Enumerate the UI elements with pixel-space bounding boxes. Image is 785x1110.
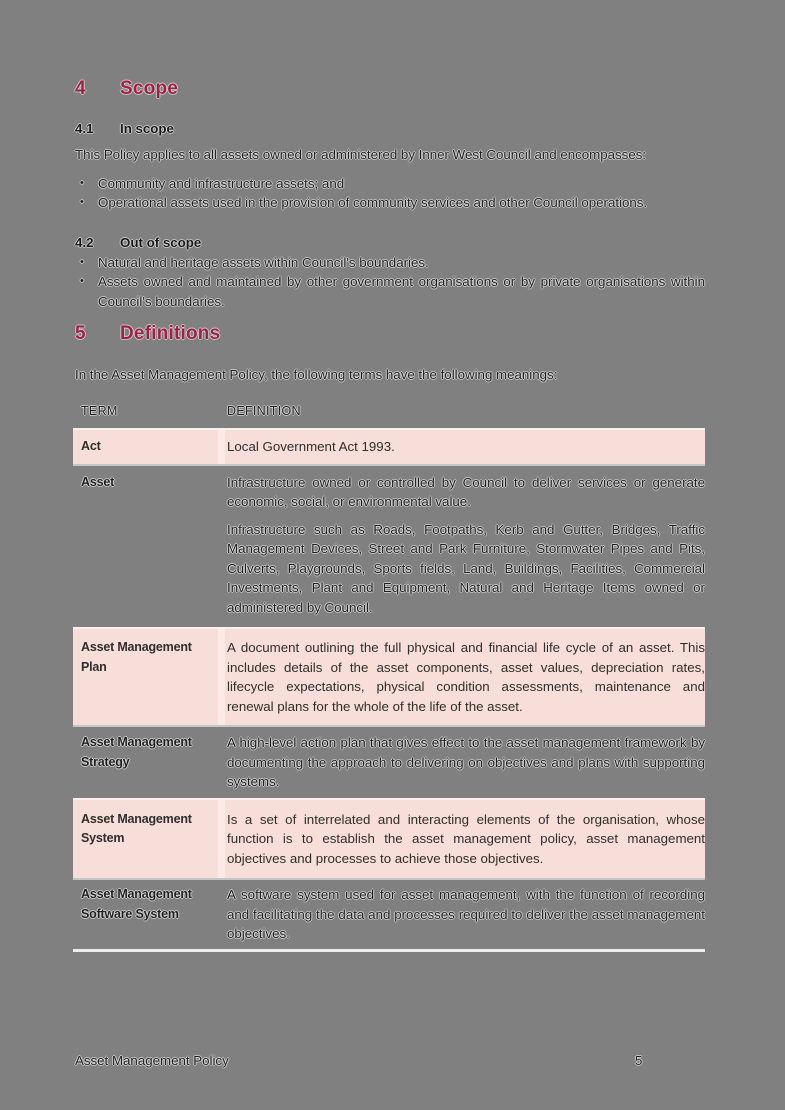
column-gap <box>218 800 225 879</box>
column-gap <box>218 727 225 798</box>
subsection-title: Out of scope <box>120 234 202 250</box>
definition-cell <box>225 466 705 628</box>
list-item <box>75 272 705 311</box>
definition-cell <box>225 629 705 725</box>
list-item-text: Assets owned and maintained by other government organisations or by private organisations within Council's boundaries. <box>98 274 705 309</box>
definition-text: Infrastructure such as Roads, Footpaths, Kerb and Gutter, Bridges, Traffic Management Devices, Street and Park Furniture, Stormwater Pipes and Pits, Culverts, Playgrounds, Sports fields, Land, Buildings, Facilities, Commercial Investments, Plant and Equipment, Natural and Heritage Items owned or administered by Council. <box>227 521 705 615</box>
footer-page-number: 5 <box>635 1053 643 1068</box>
section-heading-scope <box>75 78 705 100</box>
bullet-icon: • <box>80 275 84 287</box>
footer-document-title: Asset Management Policy <box>75 1053 229 1068</box>
column-header-term: TERM <box>81 403 118 418</box>
definition-text: A document outlining the full physical and financial life cycle of an asset. This includes details of the asset components, asset values, depreciation rates, lifecycle expectations, physical condition assessments, maintenance and renewal plans for the whole of the life of the asset. <box>227 640 705 714</box>
column-gap <box>218 880 225 949</box>
table-row-asset-management-strategy <box>73 725 705 798</box>
section-title: Scope <box>120 78 179 99</box>
list-item <box>75 193 705 213</box>
table-row-asset-management-plan <box>73 627 705 725</box>
definition-cell <box>225 800 705 879</box>
section-number: 4 <box>75 78 86 99</box>
subsection-title: In scope <box>120 121 174 136</box>
term-cell: Asset Management Software System <box>81 887 192 921</box>
in-scope-bullet-list <box>75 174 705 213</box>
definitions-table <box>73 398 705 952</box>
subsection-heading-out-of-scope <box>75 234 705 252</box>
term-cell: Asset Management Strategy <box>81 735 192 769</box>
column-gap <box>218 466 225 628</box>
table-row-asset-management-system <box>73 798 705 879</box>
table-row-asset-management-software-system <box>73 878 705 949</box>
subsection-heading-in-scope <box>75 120 705 138</box>
out-of-scope-bullet-list <box>75 253 705 312</box>
definition-text: Local Government Act 1993. <box>227 438 395 454</box>
term-cell: Asset Management Plan <box>81 640 192 674</box>
page-footer <box>75 1051 705 1071</box>
bullet-icon: • <box>80 196 84 208</box>
definition-cell <box>225 880 705 949</box>
list-item-text: Natural and heritage assets within Council's boundaries. <box>98 254 429 270</box>
subsection-number: 4.1 <box>75 121 94 136</box>
section-heading-definitions <box>75 323 705 345</box>
section-title: Definitions <box>120 323 221 344</box>
term-cell: Asset <box>81 474 115 489</box>
column-header-definition: DEFINITION <box>227 403 301 418</box>
definition-cell <box>225 727 705 798</box>
definition-text: Infrastructure owned or controlled by Council to deliver services or generate economic, social, or environmental value. <box>227 474 705 509</box>
table-header-row <box>73 398 705 428</box>
table-row-asset <box>73 464 705 628</box>
definition-cell <box>225 430 705 464</box>
list-item-text: Operational assets used in the provision of community services and other Council operations. <box>98 195 648 210</box>
bullet-icon: • <box>80 255 84 268</box>
column-gap <box>218 430 225 464</box>
subsection-number: 4.2 <box>75 234 94 250</box>
column-gap <box>218 629 225 725</box>
list-item <box>75 253 705 273</box>
term-cell: Asset Management System <box>81 811 192 845</box>
list-item <box>75 174 705 194</box>
in-scope-intro: This Policy applies to all assets owned or administered by Inner West Council and encompasses: <box>75 147 647 162</box>
definitions-intro: In the Asset Management Policy, the following terms have the following meanings: <box>75 367 558 382</box>
section-number: 5 <box>75 323 86 344</box>
column-gap <box>218 400 225 428</box>
table-row-act <box>73 428 705 464</box>
list-item-text: Community and infrastructure assets; and <box>98 175 345 191</box>
definition-text: Is a set of interrelated and interacting elements of the organisation, whose function is to establish the asset management policy, asset management objectives and processes to achieve those objectives. <box>227 811 705 866</box>
definition-text: A software system used for asset management, with the function of recording and facilitating the data and processes required to deliver the asset management objectives. <box>227 887 705 941</box>
definition-text: A high-level action plan that gives effect to the asset management framework by documenting the approach to delivering on objectives and plans with supporting systems. <box>227 735 705 789</box>
term-cell: Act <box>81 438 101 453</box>
bullet-icon: • <box>80 176 84 189</box>
